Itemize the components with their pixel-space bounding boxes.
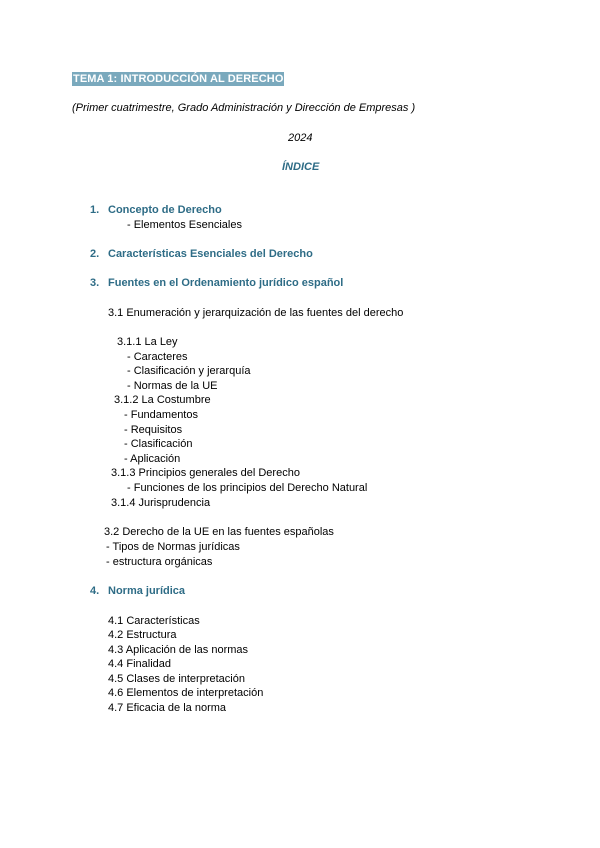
section-label: Concepto de Derecho bbox=[108, 204, 222, 216]
index-heading: ÍNDICE bbox=[282, 161, 320, 173]
subsection-3-1-2: 3.1.2 La Costumbre bbox=[114, 394, 211, 406]
section-number: 4. bbox=[90, 585, 100, 597]
section-heading-1 bbox=[90, 203, 222, 217]
list-item: 4.6 Elementos de interpretación bbox=[108, 687, 264, 699]
list-item: - Tipos de Normas jurídicas bbox=[106, 541, 240, 553]
section-label: Fuentes en el Ordenamiento jurídico español bbox=[108, 277, 344, 289]
section-number: 3. bbox=[90, 277, 100, 289]
list-item: 4.4 Finalidad bbox=[108, 658, 171, 670]
list-item: 4.5 Clases de interpretación bbox=[108, 673, 245, 685]
list-item: - Clasificación y jerarquía bbox=[127, 365, 251, 377]
list-item: - Elementos Esenciales bbox=[127, 219, 242, 231]
section-number: 2. bbox=[90, 248, 100, 260]
list-item: - Clasificación bbox=[124, 438, 193, 450]
subsection-3-1: 3.1 Enumeración y jerarquización de las fuentes del derecho bbox=[108, 307, 404, 319]
subsection-3-1-4: 3.1.4 Jurisprudencia bbox=[111, 497, 211, 509]
list-item: 4.7 Eficacia de la norma bbox=[108, 702, 227, 714]
subsection-3-2: 3.2 Derecho de la UE en las fuentes españolas bbox=[104, 526, 334, 538]
list-item: - Aplicación bbox=[124, 453, 181, 465]
list-item: - Caracteres bbox=[127, 351, 188, 363]
list-item: - Normas de la UE bbox=[127, 380, 218, 392]
list-item: - Funciones de los principios del Derecho Natural bbox=[127, 482, 368, 494]
section-heading-2 bbox=[90, 247, 313, 261]
document-subtitle: (Primer cuatrimestre, Grado Administración y Dirección de Empresas ) bbox=[72, 102, 416, 114]
list-item: - estructura orgánicas bbox=[106, 556, 213, 568]
section-number: 1. bbox=[90, 204, 100, 216]
subsection-3-1-3: 3.1.3 Principios generales del Derecho bbox=[111, 467, 300, 479]
section-heading-3 bbox=[90, 276, 343, 290]
section-heading-4 bbox=[90, 584, 185, 598]
list-item: - Requisitos bbox=[124, 424, 183, 436]
list-item: 4.1 Características bbox=[108, 615, 200, 627]
subsection-3-1-1: 3.1.1 La Ley bbox=[117, 336, 178, 348]
section-label: Norma jurídica bbox=[108, 585, 186, 597]
list-item: - Fundamentos bbox=[124, 409, 198, 421]
document-title: TEMA 1: INTRODUCCIÓN AL DERECHO bbox=[73, 73, 284, 85]
list-item: 4.3 Aplicación de las normas bbox=[108, 644, 249, 656]
document-year: 2024 bbox=[288, 132, 313, 144]
list-item: 4.2 Estructura bbox=[108, 629, 177, 641]
section-label: Características Esenciales del Derecho bbox=[108, 248, 313, 260]
